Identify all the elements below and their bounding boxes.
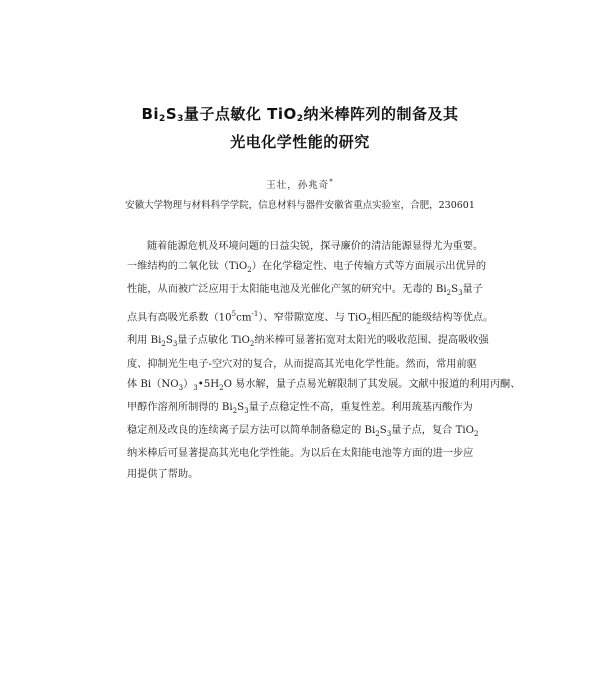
abstract-text: 量子: [462, 284, 483, 296]
abstract-subscript: 2: [474, 430, 479, 439]
corresponding-author-mark: *: [329, 177, 334, 186]
author-names: 王壮，孙兆奇: [266, 180, 330, 191]
abstract-text: 用提供了帮助。: [127, 468, 199, 480]
abstract-text: 体 Bi（NO: [127, 378, 179, 390]
abstract-text: S: [451, 284, 459, 296]
abstract-text: 随着能源危机及环境问题的日益尖锐，探寻廉价的清洁能源显得尤为重要。: [147, 241, 484, 252]
abstract-text: 甲醇作溶剂所制得的 Bi: [127, 401, 233, 413]
abstract-subscript: 2: [366, 317, 372, 326]
title-subscript: 2: [159, 114, 166, 124]
paper-abstract: [127, 237, 521, 485]
abstract-text: 量子点敏化 TiO: [177, 335, 250, 347]
paper-title-line-1: [0, 103, 600, 124]
abstract-text: S: [379, 425, 387, 437]
abstract-text: 纳米棒后可显著提高其光电化学性能。为以后在太阳能电池等方面的进一步应: [127, 448, 474, 460]
abstract-subscript: 3: [178, 383, 184, 392]
abstract-text: 纳米棒可显著拓宽对太阳光的吸收范围、提高吸收强: [254, 335, 489, 347]
abstract-line: [127, 355, 477, 375]
paper-authors: [0, 177, 600, 191]
abstract-text: 性能，从而被广泛应用于太阳能电池及光催化产氢的研究中。无毒的 Bi: [127, 284, 447, 296]
abstract-subscript: 3: [386, 430, 392, 439]
abstract-subscript: 2: [375, 430, 380, 439]
abstract-line: [127, 421, 477, 444]
abstract-line: [127, 398, 477, 421]
abstract-text: cm: [236, 312, 252, 324]
abstract-text: 度、抑制光生电子-空穴对的复合，从而提高其光电化学性能。然而，常用前驱: [127, 358, 477, 370]
abstract-subscript: 2: [219, 383, 224, 392]
abstract-subscript: 3: [172, 340, 178, 349]
abstract-line: [127, 280, 483, 303]
abstract-text: •5H: [197, 378, 220, 390]
abstract-line: [127, 465, 477, 485]
abstract-subscript: 3: [458, 289, 463, 298]
abstract-text: ）在化学稳定性、电子传输方式等方面展示出优异的: [251, 261, 487, 273]
abstract-text: 稳定剂及改良的连续离子层方法可以简单制备稳定的 Bi: [127, 425, 376, 437]
title-text: 纳米棒阵列的制备及其: [303, 105, 459, 123]
abstract-line: [127, 444, 477, 464]
abstract-text: 一维结构的二氧化钛（TiO: [127, 261, 248, 273]
abstract-text: ）: [183, 378, 194, 390]
title-subscript: 3: [177, 114, 184, 124]
title-text: S: [165, 105, 178, 123]
abstract-text: ）、窄带隙宽度、与 TiO: [258, 312, 367, 324]
abstract-subscript: 2: [161, 340, 166, 349]
abstract-superscript: 5: [231, 309, 237, 318]
abstract-line: [127, 257, 487, 280]
title-text: 量子点敏化 TiO: [183, 105, 297, 123]
abstract-line: [127, 331, 489, 354]
abstract-line: [127, 237, 484, 257]
abstract-superscript: -1: [251, 309, 259, 318]
abstract-text: 点具有高吸光系数（10: [127, 312, 232, 324]
abstract-subscript: 3: [244, 407, 249, 415]
abstract-text: 量子点稳定性不高，重复性差。利用巯基丙酸作为: [248, 401, 473, 413]
abstract-text: S: [237, 401, 245, 413]
abstract-subscript: 2: [446, 289, 452, 298]
abstract-text: O 易水解，量子点易光解限制了其发展。文献中报道的利用丙酮、: [223, 378, 521, 390]
abstract-subscript: 2: [247, 266, 252, 275]
abstract-text: 相匹配的能级结构等优点。: [371, 312, 494, 324]
paper-affiliation: 安徽大学物理与材料科学学院，信息材料与器件安徽省重点实验室，合肥，230601: [125, 200, 475, 211]
abstract-text: 量子点，复合 TiO: [391, 425, 474, 437]
abstract-line: [127, 304, 494, 332]
abstract-subscript: 2: [232, 407, 238, 415]
abstract-subscript: 2: [249, 340, 255, 349]
paper-title-line-2: 光电化学性能的研究: [230, 133, 370, 151]
abstract-subscript: 3: [193, 383, 198, 392]
title-text: Bi: [141, 105, 160, 123]
abstract-text: 利用 Bi: [127, 335, 162, 347]
title-subscript: 2: [296, 114, 304, 124]
abstract-line: [127, 375, 521, 398]
abstract-text: S: [165, 335, 173, 347]
